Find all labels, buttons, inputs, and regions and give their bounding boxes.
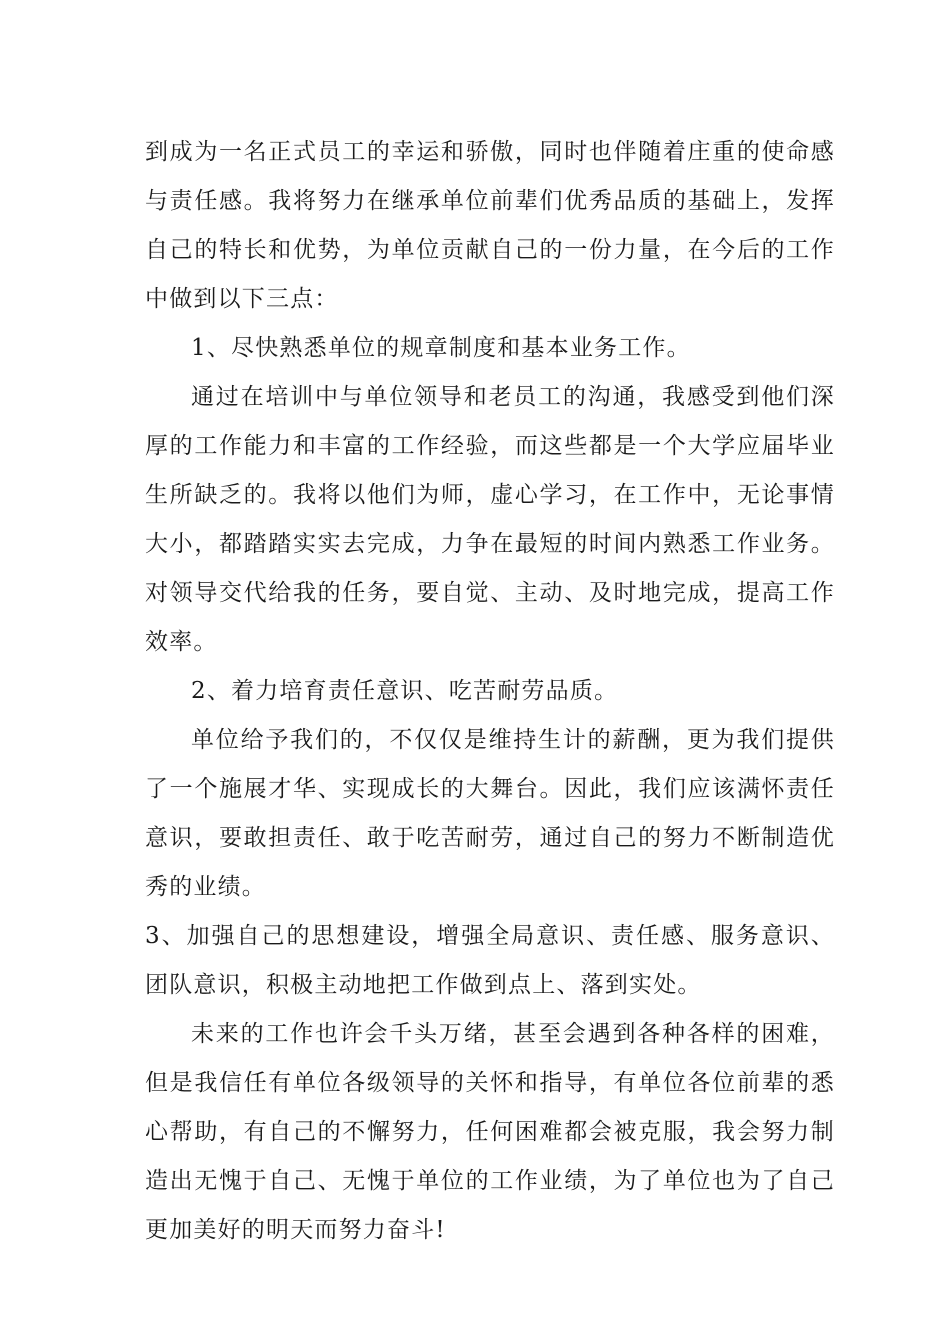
paragraph-intro: 到成为一名正式员工的幸运和骄傲，同时也伴随着庄重的使命感与责任感。我将努力在继承单位前辈们优秀品质的基础上，发挥自己的特长和优势，为单位贡献自己的一份力量，在今后的工作中做到以下三点：: [145, 139, 835, 312]
document-body: [145, 128, 835, 1255]
heading-point-1: 1、尽快熟悉单位的规章制度和基本业务工作。: [191, 335, 691, 361]
paragraph-point-3: 3、加强自己的思想建设，增强全局意识、责任感、服务意识、团队意识，积极主动地把工作做到点上、落到实处。: [145, 923, 835, 998]
paragraph-point-2-body: 单位给予我们的，不仅仅是维持生计的薪酬，更为我们提供了一个施展才华、实现成长的大舞台。因此，我们应该满怀责任意识，要敢担责任、敢于吃苦耐劳，通过自己的努力不断制造优秀的业绩。: [145, 727, 835, 900]
heading-point-2: 2、着力培育责任意识、吃苦耐劳品质。: [191, 678, 619, 704]
paragraph-point-1-body: 通过在培训中与单位领导和老员工的沟通，我感受到他们深厚的工作能力和丰富的工作经验，而这些都是一个大学应届毕业生所缺乏的。我将以他们为师，虚心学习，在工作中，无论事情大小，都踏踏实实去完成，力争在最短的时间内熟悉工作业务。对领导交代给我的任务，要自觉、主动、及时地完成，提高工作效率。: [145, 384, 835, 655]
paragraph-conclusion: 未来的工作也许会千头万绪，甚至会遇到各种各样的困难，但是我信任有单位各级领导的关怀和指导，有单位各位前辈的悉心帮助，有自己的不懈努力，任何困难都会被克服，我会努力制造出无愧于自己、无愧于单位的工作业绩，为了单位也为了自己更加美好的明天而努力奋斗!: [145, 1021, 835, 1243]
